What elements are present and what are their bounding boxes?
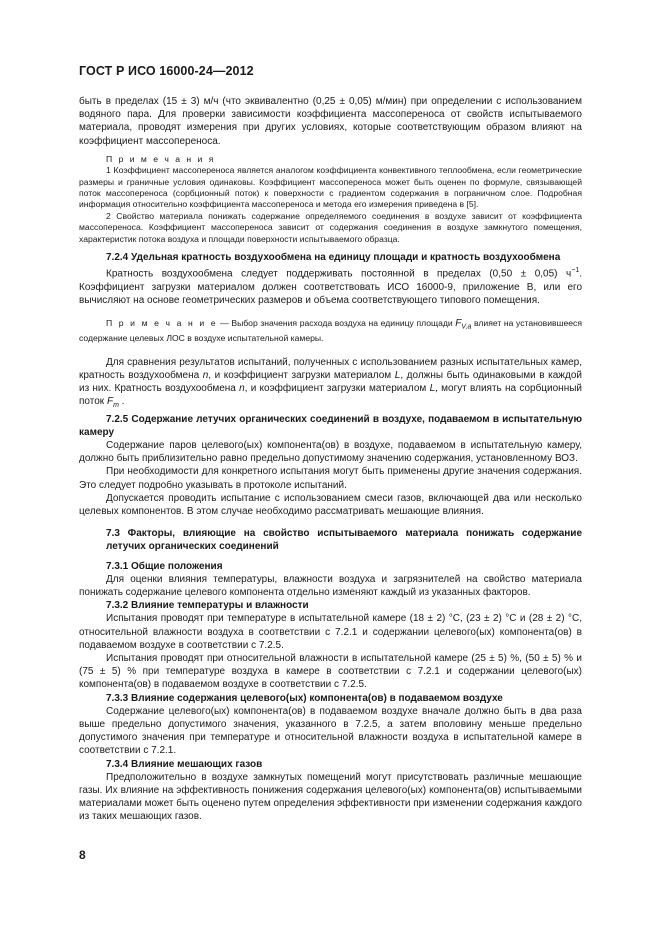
section-7-3-1-paragraph: Для оценки влияния температуры, влажности воздуха и загрязнителей на свойство материала понижать содержание целевого компонента отдельно изменяют каждый из указанных факторов. bbox=[79, 573, 582, 598]
section-7-3-3-paragraph: Содержание целевого(ых) компонента(ов) в подаваемом воздухе вначале должно быть в два раза выше предельно допустимого значения, указанного в 7.2.5, а затем вполовину меньше предельно допустимого значения при температуре и относительной влажности воздуха в испытательной камере в соответствии с 7.2.1. bbox=[79, 705, 582, 757]
section-7-3-1-heading: 7.3.1 Общие положения bbox=[106, 560, 223, 572]
section-7-3-heading: 7.3 Факторы, влияющие на свойство испытываемого материала понижать содержание летучих органических соединений bbox=[106, 528, 582, 553]
section-7-2-4-heading: 7.2.4 Удельная кратность воздухообмена на единицу площади и кратность воздухообмена bbox=[106, 252, 561, 264]
section-7-2-5-paragraph-3: Допускается проводить испытание с использованием смеси газов, включающей два или несколько целевых компонентов. В этом случае необходимо рассматривать мешающие влияния. bbox=[79, 492, 582, 517]
section-7-2-5-heading: 7.2.5 Содержание летучих органических соединений в воздухе, подаваемом в испытательную камеру bbox=[79, 413, 582, 438]
section-7-3-2-paragraph-1: Испытания проводят при температуре в испытательной камере (18 ± 2) °C, (23 ± 2) °C и (28 ± 2) °C, относительной влажности воздуха в соответствии с 7.2.1 и содержании целевого(ых) компонента(ов) в подаваемом воздухе в соответствии с 7.2.5. bbox=[79, 613, 582, 651]
section-7-3-4-paragraph: Предположительно в воздухе замкнутых помещений могут присутствовать различные мешающие газы. Их влияние на эффективность понижения содержания целевого(ых) компонента(ов) испытываемыми материалами может быть оценено путем определения эффективности при изменении содержания каждого из таких мешающих газов. bbox=[79, 771, 582, 823]
note-1: 1 Коэффициент массопереноса является аналогом коэффициента конвективного теплообмена, если геометрические размеры и граничные условия одинаковы. Коэффициент массопереноса может быть оценен по формуле, связывающей поток массопереноса (сорбционный поток) к поверхности с градиентом содержания в пограничном слое. Подробная информация относительно коэффициента массопереноса и метода его измерения приведена в [5]. bbox=[79, 165, 582, 210]
section-7-2-4-paragraph-1: Кратность воздухообмена следует поддерживать постоянной в пределах (0,50 ± 0,05) $ч^{-1}$. Коэффициент загрузки материалом должен соответствовать ИСО 16000-9, приложение В, или его вычисляют на основе геометрических размеров и объема соответствующего типового помещения. bbox=[79, 267, 582, 306]
section-7-3-2-paragraph-2: Испытания проводят при относительной влажности в испытательной камере (25 ± 5) %, (50 ± 5) % и (75 ± 5) % при температуре воздуха в камере в соответствии с 7.2.1 и содержании целевого(ых) компонента(ов) в подаваемом воздухе в соответствии с 7.2.5. bbox=[79, 653, 582, 691]
document-header: ГОСТ Р ИСО 16000-24—2012 bbox=[79, 64, 254, 78]
note-2: 2 Свойство материала понижать содержание определяемого соединения в воздухе зависит от коэффициента массопереноса. Коэффициент массопереноса зависит от содержания соединения в воздухе замкнутого помещения, характеристик потока воздуха и площади поверхности испытываемого образца. bbox=[79, 210, 582, 244]
page-number: 8 bbox=[79, 848, 86, 862]
section-7-3-3-heading: 7.3.3 Влияние содержания целевого(ых) компонента(ов) в подаваемом воздухе bbox=[106, 692, 503, 704]
notes-title: П р и м е ч а н и я bbox=[106, 153, 216, 164]
document-body bbox=[79, 95, 582, 824]
section-7-2-4-paragraph-2: Для сравнения результатов испытаний, полученных с использованием разных испытательных камер, кратность воздухообмена n, и коэффициент загрузки материалом L, должны быть одинаковыми в каждой из них. Кратность воздухообмена n, и коэффициент загрузки материалом L, могут влиять на сорбционный поток $F_m$ . bbox=[79, 356, 582, 410]
section-7-2-4-note: П р и м е ч а н и е — Выбор значения расхода воздуха на единицу площади $F_{V,a}$ влияет на установившееся содержание целевых ЛОС в воздухе испытательной камеры. bbox=[79, 318, 583, 344]
section-7-3-2-heading: 7.3.2 Влияние температуры и влажности bbox=[106, 600, 309, 612]
section-7-3-4-heading: 7.3.4 Влияние мешающих газов bbox=[106, 758, 263, 770]
intro-paragraph: быть в пределах (15 ± 3) м/ч (что эквивалентно (0,25 ± 0,05) м/мин) при определении с использованием водяного пара. Для проверки зависимости коэффициента массопереноса от свойств испытываемого материала, проводят измерения при других условиях, которые соответствующим образом влияют на коэффициент массопереноса. bbox=[79, 96, 582, 147]
section-7-2-5-paragraph-2: При необходимости для конкретного испытания могут быть применены другие значения содержания. Это следует подробно указывать в протоколе испытаний. bbox=[79, 466, 582, 491]
section-7-2-5-paragraph-1: Содержание паров целевого(ых) компонента(ов) в воздухе, подаваемом в испытательную камеру, должно быть приблизительно равно предельно допустимому значению содержания, установленному ВОЗ. bbox=[79, 439, 582, 465]
